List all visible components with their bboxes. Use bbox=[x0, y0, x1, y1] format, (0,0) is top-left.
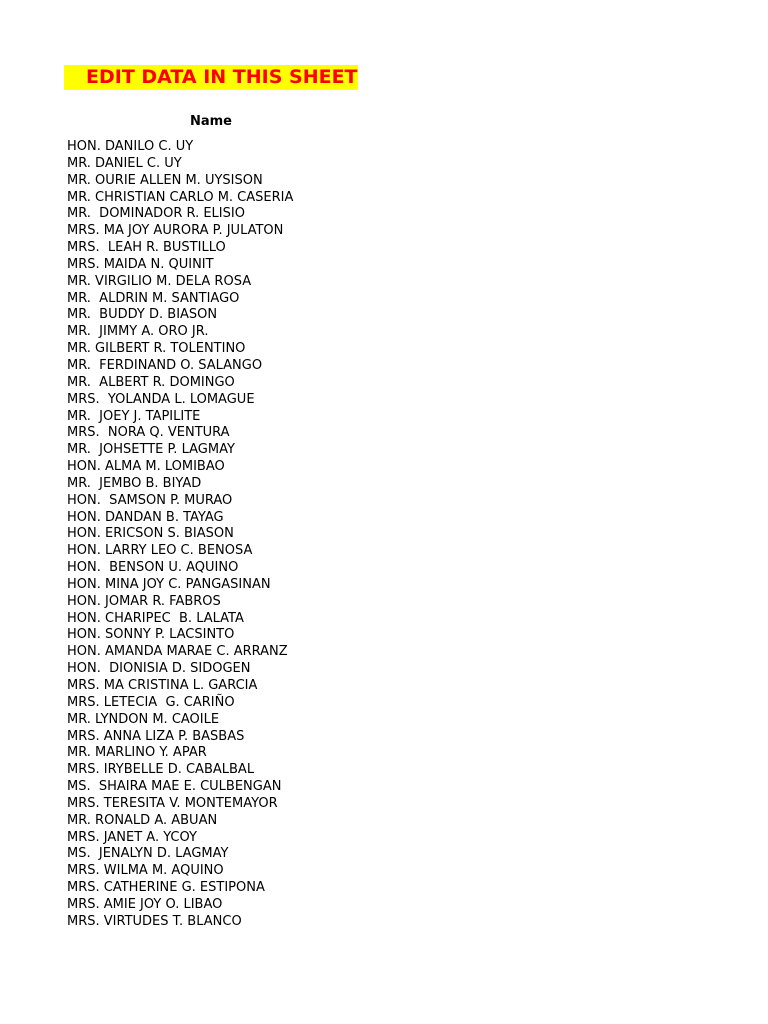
name-row: MR. OURIE ALLEN M. UYSISON bbox=[67, 172, 263, 188]
name-row: MRS. IRYBELLE D. CABALBAL bbox=[67, 762, 255, 778]
name-row: MRS. AMIE JOY O. LIBAO bbox=[67, 896, 223, 912]
name-row: HON. DIONISIA D. SIDOGEN bbox=[67, 661, 251, 677]
name-row: MRS. WILMA M. AQUINO bbox=[67, 863, 224, 879]
name-row: HON. SONNY P. LACSINTO bbox=[67, 627, 235, 643]
name-row: HON. CHARIPEC B. LALATA bbox=[67, 610, 244, 626]
name-row: MR. JOEY J. TAPILITE bbox=[67, 408, 201, 424]
name-row: HON. ALMA M. LOMIBAO bbox=[67, 459, 225, 475]
name-row: MRS. ANNA LIZA P. BASBAS bbox=[67, 728, 245, 744]
name-row: MS. JENALYN D. LAGMAY bbox=[67, 846, 229, 862]
name-row: MR. VIRGILIO M. DELA ROSA bbox=[67, 273, 252, 289]
name-row: MR. JOHSETTE P. LAGMAY bbox=[67, 442, 235, 458]
name-row: HON. MINA JOY C. PANGASINAN bbox=[67, 576, 271, 592]
name-row: MR. ALBERT R. DOMINGO bbox=[67, 374, 235, 390]
name-row: MR. CHRISTIAN CARLO M. CASERIA bbox=[67, 189, 294, 205]
name-row: MR. DOMINADOR R. ELISIO bbox=[67, 206, 245, 222]
name-row: MS. SHAIRA MAE E. CULBENGAN bbox=[67, 779, 282, 795]
name-row: MRS. LEAH R. BUSTILLO bbox=[67, 240, 226, 256]
name-row: HON. DANDAN B. TAYAG bbox=[67, 509, 224, 525]
name-row: MR. JEMBO B. BIYAD bbox=[67, 475, 202, 491]
name-row: HON. DANILO C. UY bbox=[67, 139, 194, 154]
name-row: MR. FERDINAND O. SALANGO bbox=[67, 357, 263, 373]
name-row: MR. MARLINO Y. APAR bbox=[67, 745, 207, 761]
name-row: MRS. VIRTUDES T. BLANCO bbox=[67, 913, 242, 929]
name-row: MR. BUDDY D. BIASON bbox=[67, 307, 218, 323]
name-row: MRS. MAIDA N. QUINIT bbox=[67, 256, 214, 272]
edit-data-banner bbox=[64, 65, 358, 90]
name-row: MR. GILBERT R. TOLENTINO bbox=[67, 341, 246, 357]
name-row: HON. AMANDA MARAE C. ARRANZ bbox=[67, 644, 288, 660]
name-row: MRS. LETECIA G. CARIÑO bbox=[67, 694, 235, 710]
name-column-header: Name bbox=[189, 114, 232, 129]
name-row: MRS. MA JOY AURORA P. JULATON bbox=[67, 223, 284, 239]
name-row: MRS. NORA Q. VENTURA bbox=[67, 425, 230, 441]
name-row: MRS. CATHERINE G. ESTIPONA bbox=[67, 880, 265, 896]
name-row: HON. BENSON U. AQUINO bbox=[67, 560, 239, 576]
name-row: MR. JIMMY A. ORO JR. bbox=[67, 324, 209, 340]
name-row: HON. SAMSON P. MURAO bbox=[67, 492, 233, 508]
name-row: MRS. YOLANDA L. LOMAGUE bbox=[67, 391, 255, 407]
name-row: MR. LYNDON M. CAOILE bbox=[67, 711, 220, 727]
banner-text: EDIT DATA IN THIS SHEET bbox=[86, 66, 358, 88]
name-row: MR. DANIEL C. UY bbox=[67, 155, 182, 171]
name-row: HON. LARRY LEO C. BENOSA bbox=[67, 543, 253, 559]
name-list bbox=[67, 139, 293, 931]
name-row: HON. JOMAR R. FABROS bbox=[67, 593, 221, 609]
name-row: MR. RONALD A. ABUAN bbox=[67, 812, 218, 828]
name-row: MRS. MA CRISTINA L. GARCIA bbox=[67, 678, 258, 693]
name-row: MR. ALDRIN M. SANTIAGO bbox=[67, 290, 240, 306]
name-row: MRS. JANET A. YCOY bbox=[67, 829, 197, 845]
name-row: MRS. TERESITA V. MONTEMAYOR bbox=[67, 795, 278, 811]
name-row: HON. ERICSON S. BIASON bbox=[67, 526, 234, 542]
